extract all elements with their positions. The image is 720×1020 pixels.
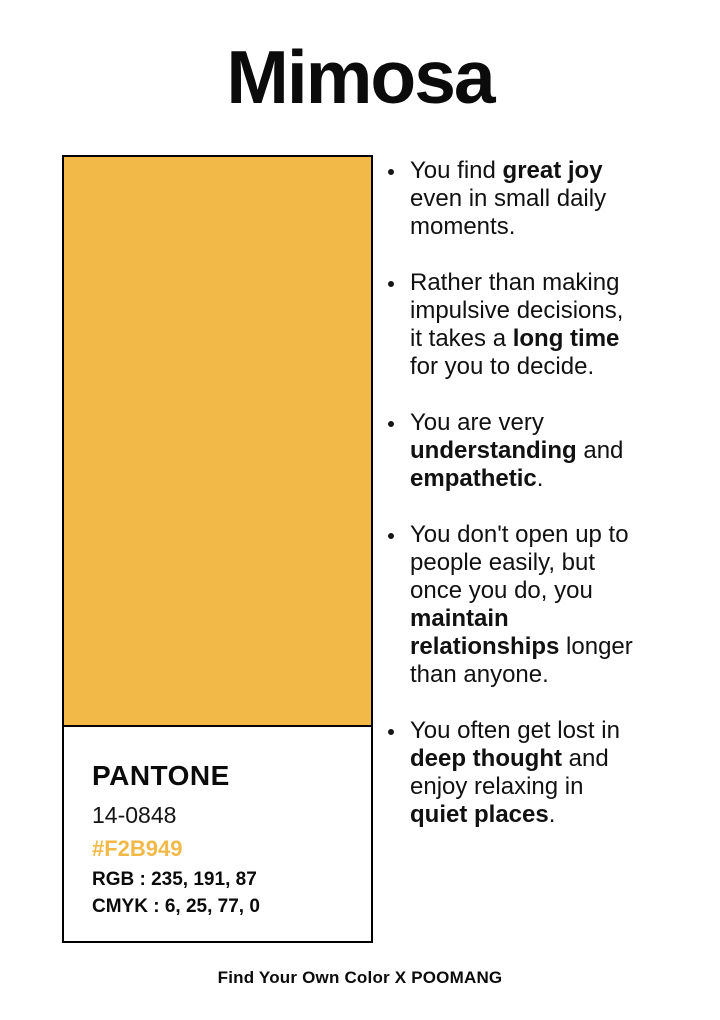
hex-value: #F2B949	[92, 836, 183, 861]
color-swatch	[64, 157, 371, 727]
trait-text: You are very understanding and empathetic.	[410, 409, 624, 492]
pantone-brand-label: PANTONE	[92, 760, 230, 791]
trait-item	[388, 409, 688, 493]
bullet-icon	[388, 729, 394, 735]
trait-item	[388, 269, 688, 381]
trait-text: You find great joy even in small daily moments.	[410, 157, 607, 240]
trait-list	[388, 157, 688, 857]
page-title: Mimosa	[226, 35, 494, 119]
trait-text: Rather than making impulsive decisions, it takes a long time for you to decide.	[410, 269, 624, 380]
pantone-code: 14-0848	[92, 802, 177, 828]
trait-text: You don't open up to people easily, but once you do, you maintain relationships longer than anyone.	[410, 521, 633, 688]
bullet-icon	[388, 533, 394, 539]
rgb-value: RGB : 235, 191, 87	[92, 869, 257, 890]
trait-item	[388, 157, 688, 241]
trait-item	[388, 521, 688, 689]
bullet-icon	[388, 281, 394, 287]
bullet-icon	[388, 421, 394, 427]
trait-text: You often get lost in deep thought and enjoy relaxing in quiet places.	[410, 717, 620, 828]
bullet-icon	[388, 169, 394, 175]
color-info	[64, 727, 371, 918]
cmyk-value: CMYK : 6, 25, 77, 0	[92, 896, 260, 917]
trait-item	[388, 717, 688, 829]
pantone-card	[62, 155, 373, 943]
footer-credit: Find Your Own Color X POOMANG	[217, 968, 503, 987]
